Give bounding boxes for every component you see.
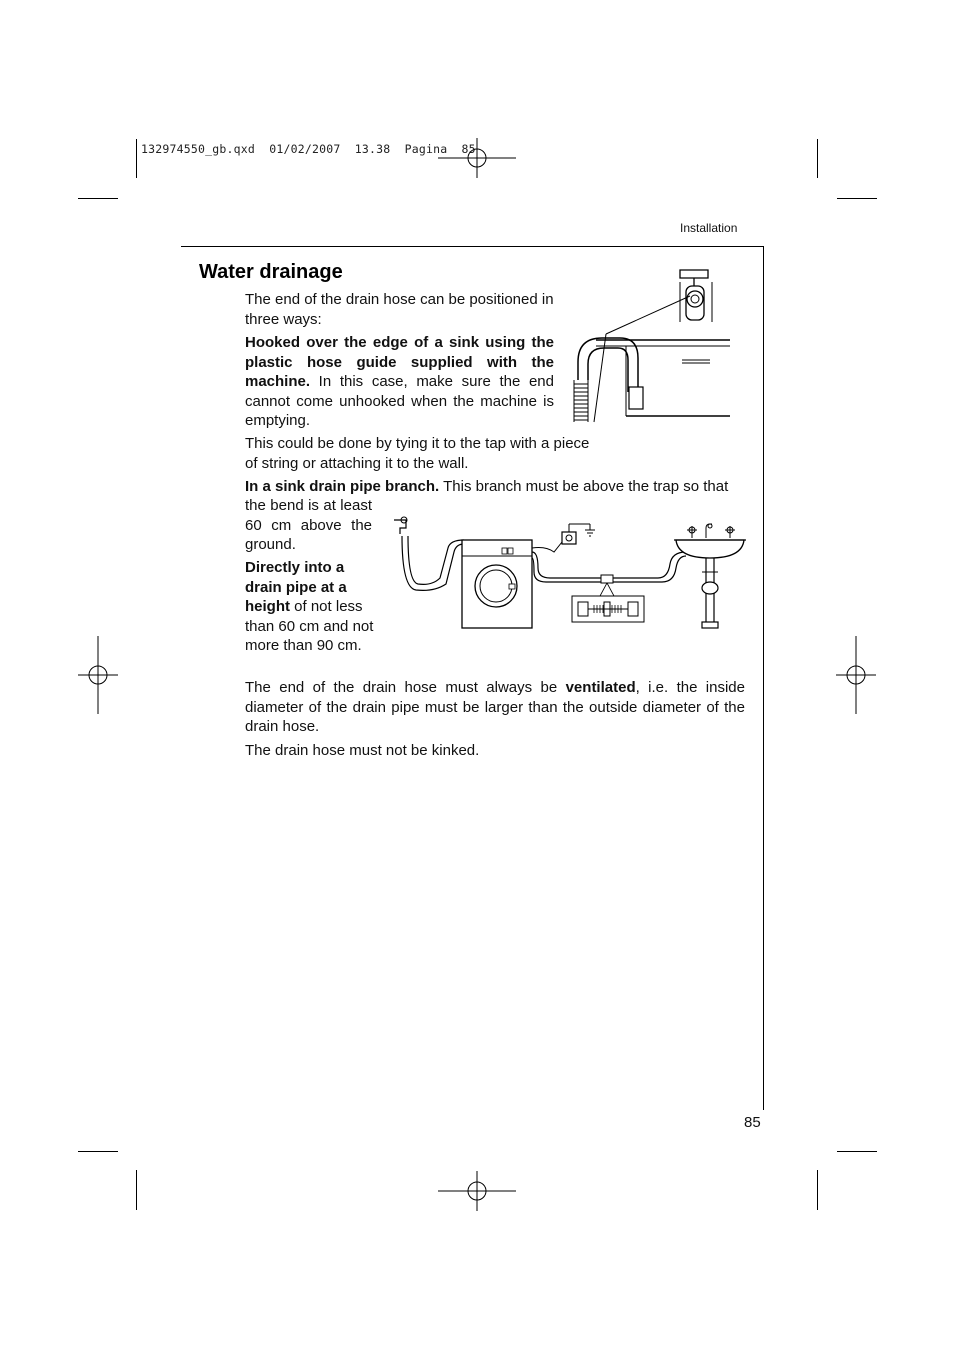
- ventilated-emphasis: ventilated: [565, 679, 636, 696]
- registration-mark-bottom-icon: [438, 1171, 516, 1211]
- intro-paragraph: The end of the drain hose can be positioned in three ways:: [245, 291, 554, 328]
- option-sink-hook-paragraph: Hooked over the edge of a sink using the plastic hose guide supplied with the machine. In this case, make sure the end cannot come unhooked when the machine is emptying.: [245, 334, 554, 429]
- option-drain-pipe-heading: Directly into a drain pipe at a height: [245, 559, 347, 615]
- registration-mark-left-icon: [78, 636, 118, 714]
- sink-hook-illustration: [568, 262, 734, 422]
- option-drain-branch-heading: In a sink drain pipe branch.: [245, 478, 440, 495]
- kink-note-paragraph: The drain hose must not be kinked.: [245, 742, 480, 759]
- ventilation-paragraph: The end of the drain hose must always be ventilated, i.e. the inside diameter of the drain pipe must be larger than the outside diameter of the drain hose.: [245, 679, 745, 735]
- right-margin-rule: [763, 246, 764, 1110]
- header-rule: [181, 246, 764, 247]
- option-sink-hook-heading: Hooked over the edge of a sink using the plastic hose guide supplied with the machine.: [245, 334, 554, 390]
- option-drain-branch-paragraph: In a sink drain pipe branch. This branch must be above the trap so that: [245, 478, 729, 495]
- page-number: 85: [744, 1114, 761, 1131]
- option-drain-pipe-paragraph: Directly into a drain pipe at a height of not less than 60 cm and not more than 90 cm.: [245, 559, 374, 654]
- registration-mark-right-icon: [836, 636, 876, 714]
- option-drain-branch-continued: the bend is at least 60 cm above the ground.: [245, 497, 372, 553]
- page-title: Water drainage: [199, 261, 343, 283]
- drain-connection-illustration: [386, 512, 748, 634]
- tie-note-paragraph: This could be done by tying it to the tap with a piece of string or attaching it to the wall.: [245, 435, 590, 472]
- running-header: Installation: [680, 221, 738, 235]
- registration-mark-top-icon: [438, 138, 516, 178]
- print-slug: 132974550_gb.qxd 01/02/2007 13.38 Pagina 85: [141, 142, 476, 156]
